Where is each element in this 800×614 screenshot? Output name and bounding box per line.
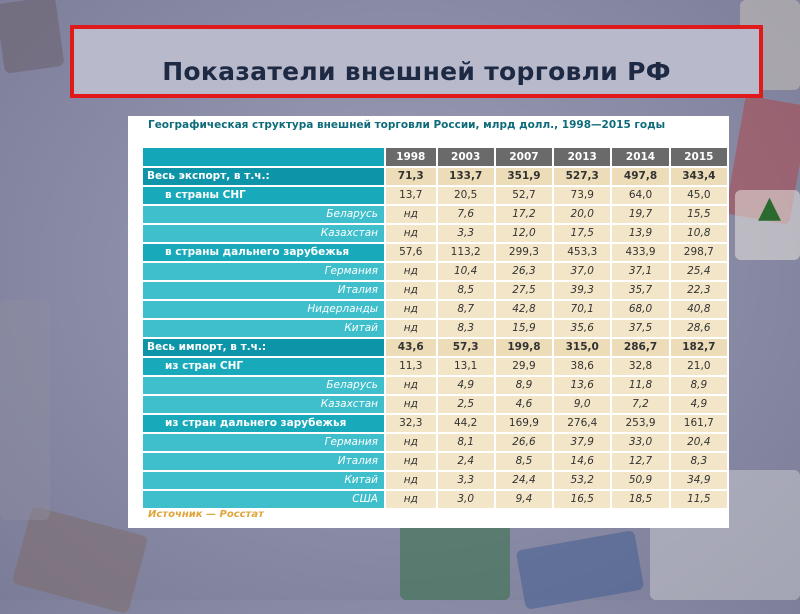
value-cell: 113,2: [438, 244, 494, 261]
value-cell: нд: [386, 301, 436, 318]
value-cell: 27,5: [496, 282, 552, 299]
value-cell: 8,7: [438, 301, 494, 318]
table-row: [143, 434, 727, 451]
value-cell: 4,9: [438, 377, 494, 394]
row-label: Италия: [143, 453, 384, 470]
value-cell: 17,5: [554, 225, 610, 242]
year-header: 2014: [612, 148, 668, 166]
value-cell: 38,6: [554, 358, 610, 375]
value-cell: 26,6: [496, 434, 552, 451]
value-cell: 44,2: [438, 415, 494, 432]
row-label: Нидерланды: [143, 301, 384, 318]
value-cell: нд: [386, 453, 436, 470]
value-cell: 10,8: [671, 225, 727, 242]
row-label: Беларусь: [143, 206, 384, 223]
value-cell: нд: [386, 377, 436, 394]
value-cell: 26,3: [496, 263, 552, 280]
value-cell: нд: [386, 206, 436, 223]
table-row: [143, 225, 727, 242]
row-label: Германия: [143, 434, 384, 451]
table-row: [143, 377, 727, 394]
table-caption: Географическая структура внешней торговли России, млрд долл., 1998—2015 годы: [148, 119, 666, 131]
table-row: [143, 244, 727, 261]
value-cell: 37,1: [612, 263, 668, 280]
value-cell: 253,9: [612, 415, 668, 432]
value-cell: нд: [386, 434, 436, 451]
row-label: из стран дальнего зарубежья: [143, 415, 384, 432]
value-cell: 298,7: [671, 244, 727, 261]
value-cell: нд: [386, 263, 436, 280]
cedar-icon: ▲: [758, 190, 782, 225]
value-cell: 17,2: [496, 206, 552, 223]
value-cell: 351,9: [496, 168, 552, 185]
value-cell: 11,8: [612, 377, 668, 394]
row-label: Китай: [143, 320, 384, 337]
value-cell: 11,3: [386, 358, 436, 375]
value-cell: 3,3: [438, 472, 494, 489]
value-cell: 40,8: [671, 301, 727, 318]
value-cell: нд: [386, 320, 436, 337]
table-row: [143, 168, 727, 185]
value-cell: 35,7: [612, 282, 668, 299]
table-row: [143, 339, 727, 356]
row-label: в страны дальнего зарубежья: [143, 244, 384, 261]
value-cell: 20,4: [671, 434, 727, 451]
value-cell: 4,6: [496, 396, 552, 413]
row-label: из стран СНГ: [143, 358, 384, 375]
background-flag: [0, 300, 50, 520]
year-header: 1998: [386, 148, 436, 166]
value-cell: 32,3: [386, 415, 436, 432]
value-cell: 33,0: [612, 434, 668, 451]
value-cell: 53,2: [554, 472, 610, 489]
slide-title-box: [70, 25, 763, 98]
value-cell: 315,0: [554, 339, 610, 356]
trade-table: [141, 146, 729, 510]
value-cell: 9,4: [496, 491, 552, 508]
table-row: [143, 320, 727, 337]
value-cell: 7,2: [612, 396, 668, 413]
value-cell: 35,6: [554, 320, 610, 337]
year-header: 2003: [438, 148, 494, 166]
table-body: [143, 168, 727, 508]
value-cell: 12,0: [496, 225, 552, 242]
row-label: Беларусь: [143, 377, 384, 394]
value-cell: 8,5: [496, 453, 552, 470]
value-cell: 42,8: [496, 301, 552, 318]
value-cell: 13,1: [438, 358, 494, 375]
value-cell: 32,8: [612, 358, 668, 375]
value-cell: 18,5: [612, 491, 668, 508]
header-corner: [143, 148, 384, 166]
value-cell: 24,4: [496, 472, 552, 489]
value-cell: 2,4: [438, 453, 494, 470]
table-row: [143, 453, 727, 470]
value-cell: 2,5: [438, 396, 494, 413]
table-row: [143, 206, 727, 223]
value-cell: 20,0: [554, 206, 610, 223]
background-flag: [0, 0, 65, 74]
value-cell: 9,0: [554, 396, 610, 413]
value-cell: 15,5: [671, 206, 727, 223]
value-cell: 299,3: [496, 244, 552, 261]
trade-table-panel: [128, 116, 729, 528]
value-cell: 8,1: [438, 434, 494, 451]
value-cell: 169,9: [496, 415, 552, 432]
value-cell: 71,3: [386, 168, 436, 185]
value-cell: 453,3: [554, 244, 610, 261]
value-cell: 133,7: [438, 168, 494, 185]
value-cell: 8,3: [438, 320, 494, 337]
value-cell: 22,3: [671, 282, 727, 299]
table-row: [143, 263, 727, 280]
value-cell: 37,0: [554, 263, 610, 280]
value-cell: 37,5: [612, 320, 668, 337]
background-flag: [400, 520, 510, 600]
value-cell: 8,9: [496, 377, 552, 394]
value-cell: 8,5: [438, 282, 494, 299]
table-header-row: [143, 148, 727, 166]
value-cell: нд: [386, 491, 436, 508]
value-cell: 8,9: [671, 377, 727, 394]
row-label: США: [143, 491, 384, 508]
value-cell: 15,9: [496, 320, 552, 337]
value-cell: 57,6: [386, 244, 436, 261]
year-header: 2015: [671, 148, 727, 166]
value-cell: 3,0: [438, 491, 494, 508]
value-cell: 25,4: [671, 263, 727, 280]
value-cell: 3,3: [438, 225, 494, 242]
table-row: [143, 396, 727, 413]
table-row: [143, 415, 727, 432]
value-cell: 64,0: [612, 187, 668, 204]
value-cell: 39,3: [554, 282, 610, 299]
value-cell: 343,4: [671, 168, 727, 185]
value-cell: 16,5: [554, 491, 610, 508]
value-cell: 37,9: [554, 434, 610, 451]
year-header: 2013: [554, 148, 610, 166]
table-row: [143, 491, 727, 508]
value-cell: 28,6: [671, 320, 727, 337]
value-cell: 29,9: [496, 358, 552, 375]
value-cell: 7,6: [438, 206, 494, 223]
value-cell: 11,5: [671, 491, 727, 508]
table-row: [143, 358, 727, 375]
table-row: [143, 187, 727, 204]
row-label: Германия: [143, 263, 384, 280]
source-note: Источник — Росстат: [148, 509, 264, 520]
value-cell: 43,6: [386, 339, 436, 356]
value-cell: 34,9: [671, 472, 727, 489]
value-cell: 10,4: [438, 263, 494, 280]
row-label: Весь экспорт, в т.ч.:: [143, 168, 384, 185]
table-row: [143, 472, 727, 489]
row-label: Казахстан: [143, 225, 384, 242]
value-cell: 13,6: [554, 377, 610, 394]
value-cell: 182,7: [671, 339, 727, 356]
value-cell: 52,7: [496, 187, 552, 204]
value-cell: 527,3: [554, 168, 610, 185]
value-cell: 497,8: [612, 168, 668, 185]
table-row: [143, 301, 727, 318]
value-cell: 14,6: [554, 453, 610, 470]
value-cell: 286,7: [612, 339, 668, 356]
value-cell: нд: [386, 472, 436, 489]
row-label: Весь импорт, в т.ч.:: [143, 339, 384, 356]
value-cell: 13,7: [386, 187, 436, 204]
value-cell: 13,9: [612, 225, 668, 242]
value-cell: 68,0: [612, 301, 668, 318]
value-cell: 199,8: [496, 339, 552, 356]
value-cell: 73,9: [554, 187, 610, 204]
value-cell: 8,3: [671, 453, 727, 470]
background-flag: [516, 530, 645, 610]
row-label: Казахстан: [143, 396, 384, 413]
value-cell: 50,9: [612, 472, 668, 489]
table-row: [143, 282, 727, 299]
value-cell: 21,0: [671, 358, 727, 375]
value-cell: 70,1: [554, 301, 610, 318]
value-cell: 20,5: [438, 187, 494, 204]
value-cell: нд: [386, 396, 436, 413]
row-label: в страны СНГ: [143, 187, 384, 204]
value-cell: 4,9: [671, 396, 727, 413]
value-cell: 161,7: [671, 415, 727, 432]
value-cell: 433,9: [612, 244, 668, 261]
row-label: Италия: [143, 282, 384, 299]
value-cell: 19,7: [612, 206, 668, 223]
value-cell: 276,4: [554, 415, 610, 432]
row-label: Китай: [143, 472, 384, 489]
value-cell: 45,0: [671, 187, 727, 204]
year-header: 2007: [496, 148, 552, 166]
slide-title: Показатели внешней торговли РФ: [162, 57, 671, 86]
value-cell: 57,3: [438, 339, 494, 356]
value-cell: нд: [386, 225, 436, 242]
value-cell: нд: [386, 282, 436, 299]
value-cell: 12,7: [612, 453, 668, 470]
